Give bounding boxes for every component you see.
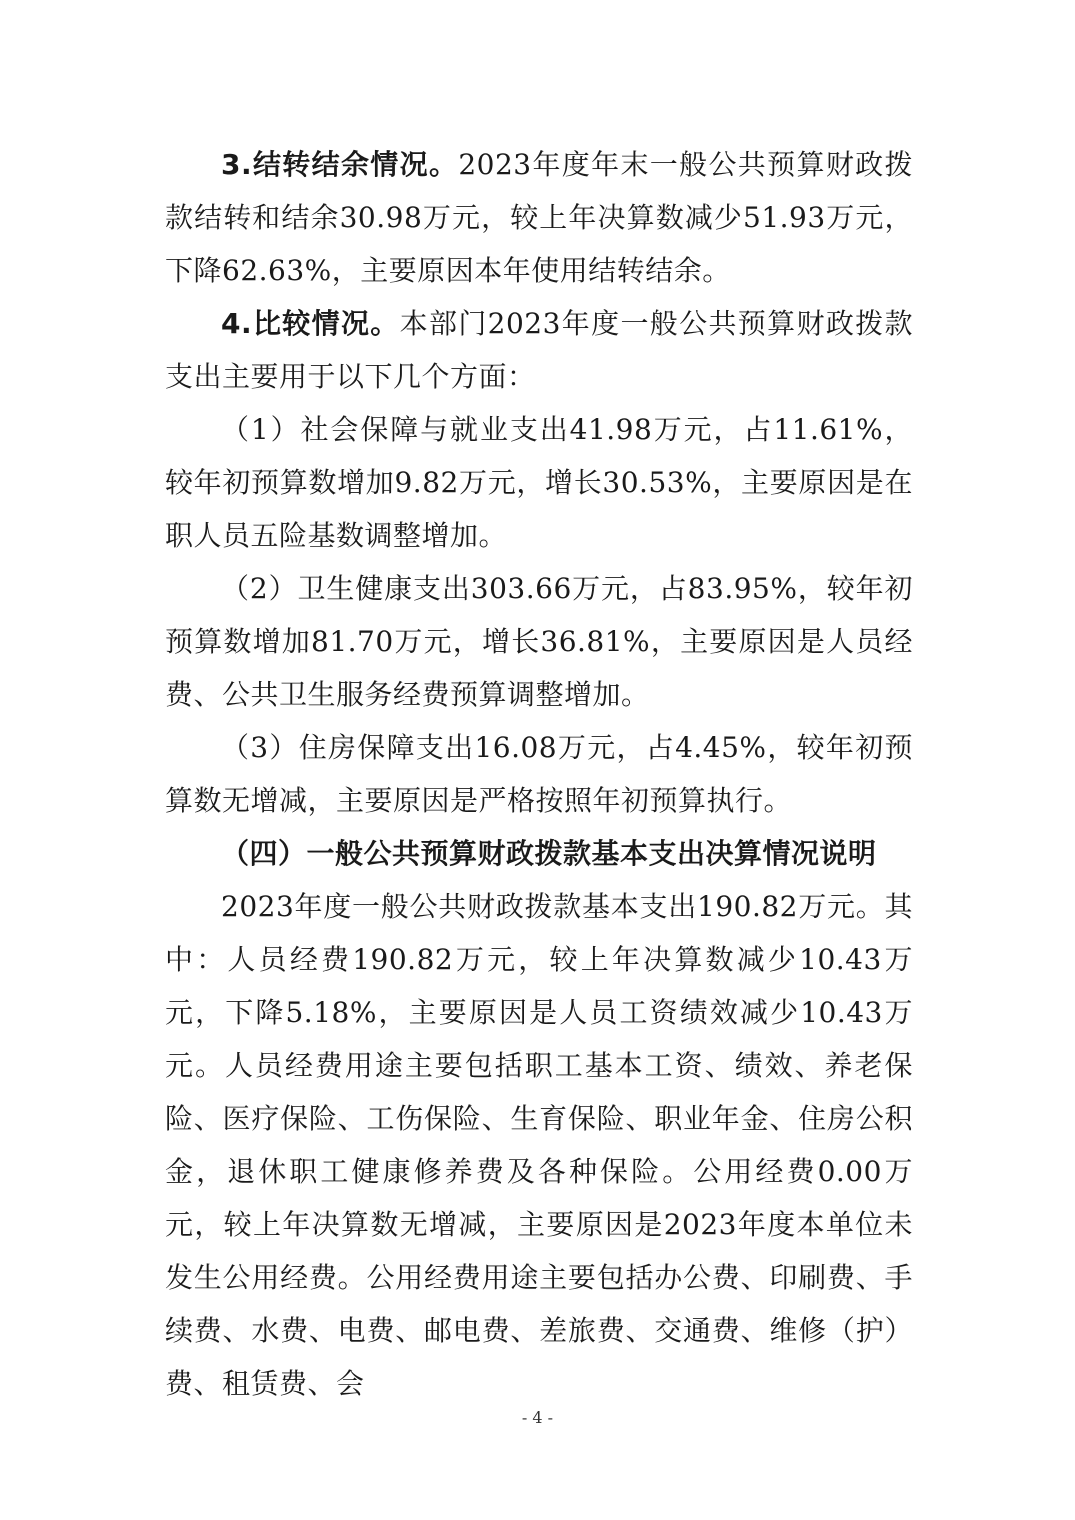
paragraph-carryover bbox=[165, 138, 913, 297]
paragraph-text: 本部门2023年度一般公共预算财政拨款支出主要用于以下几个方面： bbox=[165, 307, 913, 393]
paragraph-item-3: （3）住房保障支出16.08万元，占4.45%，较年初预算数无增减，主要原因是严格按照年初预算执行。 bbox=[165, 731, 913, 817]
section-heading: （四）一般公共预算财政拨款基本支出决算情况说明 bbox=[221, 837, 877, 870]
paragraph-text: 2023年度年末一般公共预算财政拨款结转和结余30.98万元，较上年决算数减少51.93万元，下降62.63%，主要原因本年使用结转结余。 bbox=[165, 148, 914, 287]
paragraph-lead: 4.比较情况。 bbox=[221, 307, 400, 340]
paragraph-item-2: （2）卫生健康支出303.66万元，占83.95%，较年初预算数增加81.70万元，增长36.81%，主要原因是人员经费、公共卫生服务经费预算调整增加。 bbox=[165, 572, 913, 711]
paragraph-comparison bbox=[165, 297, 913, 403]
document-body bbox=[165, 138, 913, 1410]
paragraph-basic-expenditure: 2023年度一般公共财政拨款基本支出190.82万元。其中：人员经费190.82万元，较上年决算数减少10.43万元，下降5.18%，主要原因是人员工资绩效减少10.43万元。人员经费用途主要包括职工基本工资、绩效、养老保险、医疗保险、工伤保险、生育保险、职业年金、住房公积金，退休职工健康修养费及各种保险。公用经费0.00万元，较上年决算数无增减，主要原因是2023年度本单位未发生公用经费。公用经费用途主要包括办公费、印刷费、手续费、水费、电费、邮电费、差旅费、交通费、维修（护）费、租赁费、会 bbox=[165, 890, 913, 1400]
paragraph-lead: 3.结转结余情况。 bbox=[221, 148, 459, 181]
page-number: - 4 - bbox=[521, 1408, 554, 1427]
paragraph-item-1: （1）社会保障与就业支出41.98万元，占11.61%，较年初预算数增加9.82万元，增长30.53%，主要原因是在职人员五险基数调整增加。 bbox=[165, 413, 913, 552]
